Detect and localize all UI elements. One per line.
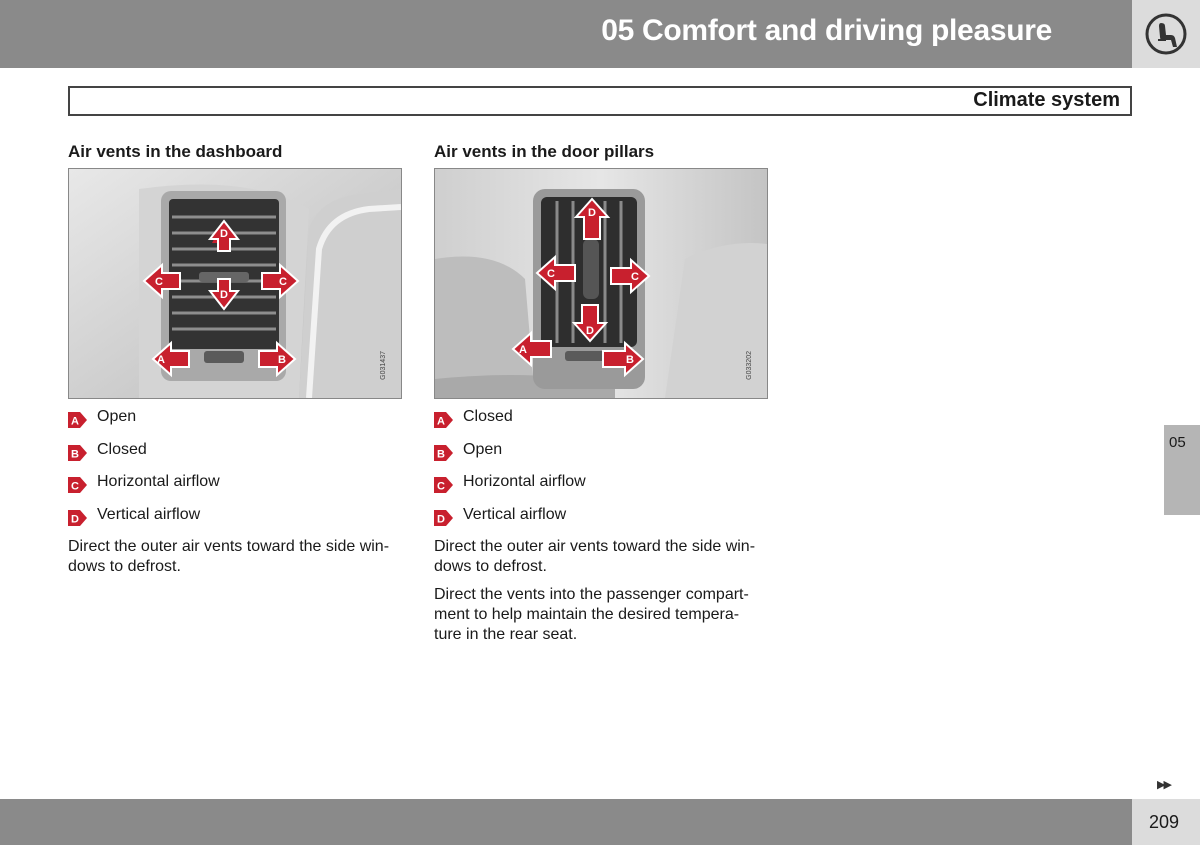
legend-item bbox=[434, 440, 768, 473]
legend-text: Open bbox=[463, 440, 503, 458]
legend-text: Vertical airflow bbox=[97, 505, 201, 523]
chapter-icon-box bbox=[1132, 0, 1200, 68]
body-paragraph: Direct the outer air vents toward the side win-dows to defrost. bbox=[434, 538, 756, 576]
legend-item bbox=[434, 505, 768, 538]
svg-text:D: D bbox=[586, 325, 594, 337]
figure-code: G031437 bbox=[380, 351, 387, 380]
svg-text:B: B bbox=[278, 354, 286, 366]
svg-text:C: C bbox=[279, 276, 287, 288]
legend-text: Closed bbox=[97, 440, 147, 458]
seat-icon bbox=[1144, 12, 1188, 56]
legend-item bbox=[434, 472, 768, 505]
legend-item bbox=[68, 505, 402, 538]
legend-item bbox=[68, 407, 402, 440]
door-pillar-legend bbox=[434, 407, 768, 537]
svg-text:D: D bbox=[588, 207, 596, 219]
svg-text:A: A bbox=[71, 415, 79, 428]
header-bar bbox=[0, 0, 1132, 68]
callout-c-icon bbox=[68, 477, 87, 493]
callout-d-icon bbox=[68, 510, 87, 526]
door-pillar-vents-column bbox=[434, 142, 768, 653]
side-tab-label: 05 bbox=[1169, 434, 1186, 451]
dashboard-vents-column bbox=[68, 142, 402, 585]
svg-text:D: D bbox=[220, 228, 228, 240]
legend-item bbox=[434, 407, 768, 440]
svg-text:A: A bbox=[437, 415, 445, 428]
legend-text: Closed bbox=[463, 408, 513, 425]
svg-text:C: C bbox=[631, 271, 639, 283]
door-pillar-vents-heading: Air vents in the door pillars bbox=[434, 142, 655, 161]
svg-text:C: C bbox=[547, 268, 555, 280]
svg-text:C: C bbox=[155, 276, 163, 288]
legend-item bbox=[68, 440, 402, 473]
callout-b-icon bbox=[68, 445, 87, 461]
legend-item bbox=[68, 472, 402, 505]
body-paragraph: Direct the vents into the passenger compart-ment to help maintain the desired tempera-ture in the rear seat. bbox=[434, 586, 749, 644]
legend-text: Vertical airflow bbox=[463, 505, 567, 523]
legend-text: Horizontal airflow bbox=[463, 473, 586, 491]
svg-text:B: B bbox=[71, 448, 79, 461]
page-number: 209 bbox=[1149, 812, 1180, 832]
door-pillar-vent-illustration bbox=[434, 168, 768, 399]
footer-bar bbox=[0, 799, 1132, 845]
svg-text:D: D bbox=[437, 513, 445, 526]
chapter-title: 05 Comfort and driving pleasure bbox=[601, 14, 1052, 47]
svg-text:A: A bbox=[157, 354, 165, 366]
section-header bbox=[68, 86, 1132, 116]
svg-text:C: C bbox=[437, 480, 445, 493]
section-title: Climate system bbox=[973, 89, 1120, 111]
callout-c-icon bbox=[434, 477, 453, 493]
svg-text:A: A bbox=[519, 344, 527, 356]
dashboard-vent-illustration bbox=[68, 168, 402, 399]
svg-text:D: D bbox=[71, 513, 79, 526]
legend-text: Horizontal airflow bbox=[97, 473, 220, 491]
callout-a-icon bbox=[68, 412, 87, 428]
callout-d-icon bbox=[434, 510, 453, 526]
svg-text:C: C bbox=[71, 480, 79, 493]
chapter-side-tab[interactable] bbox=[1164, 425, 1200, 515]
svg-text:B: B bbox=[437, 448, 445, 461]
double-arrow-right-icon[interactable]: ▶▶ bbox=[1157, 779, 1170, 791]
figure-code: G033202 bbox=[746, 351, 753, 380]
callout-a-icon bbox=[434, 412, 453, 428]
callout-b-icon bbox=[434, 445, 453, 461]
dashboard-legend bbox=[68, 407, 402, 537]
svg-text:D: D bbox=[220, 289, 228, 301]
dashboard-vents-heading: Air vents in the dashboard bbox=[68, 142, 283, 161]
svg-text:B: B bbox=[626, 354, 634, 366]
body-paragraph: Direct the outer air vents toward the side win-dows to defrost. bbox=[68, 538, 390, 576]
legend-text: Open bbox=[97, 408, 137, 425]
